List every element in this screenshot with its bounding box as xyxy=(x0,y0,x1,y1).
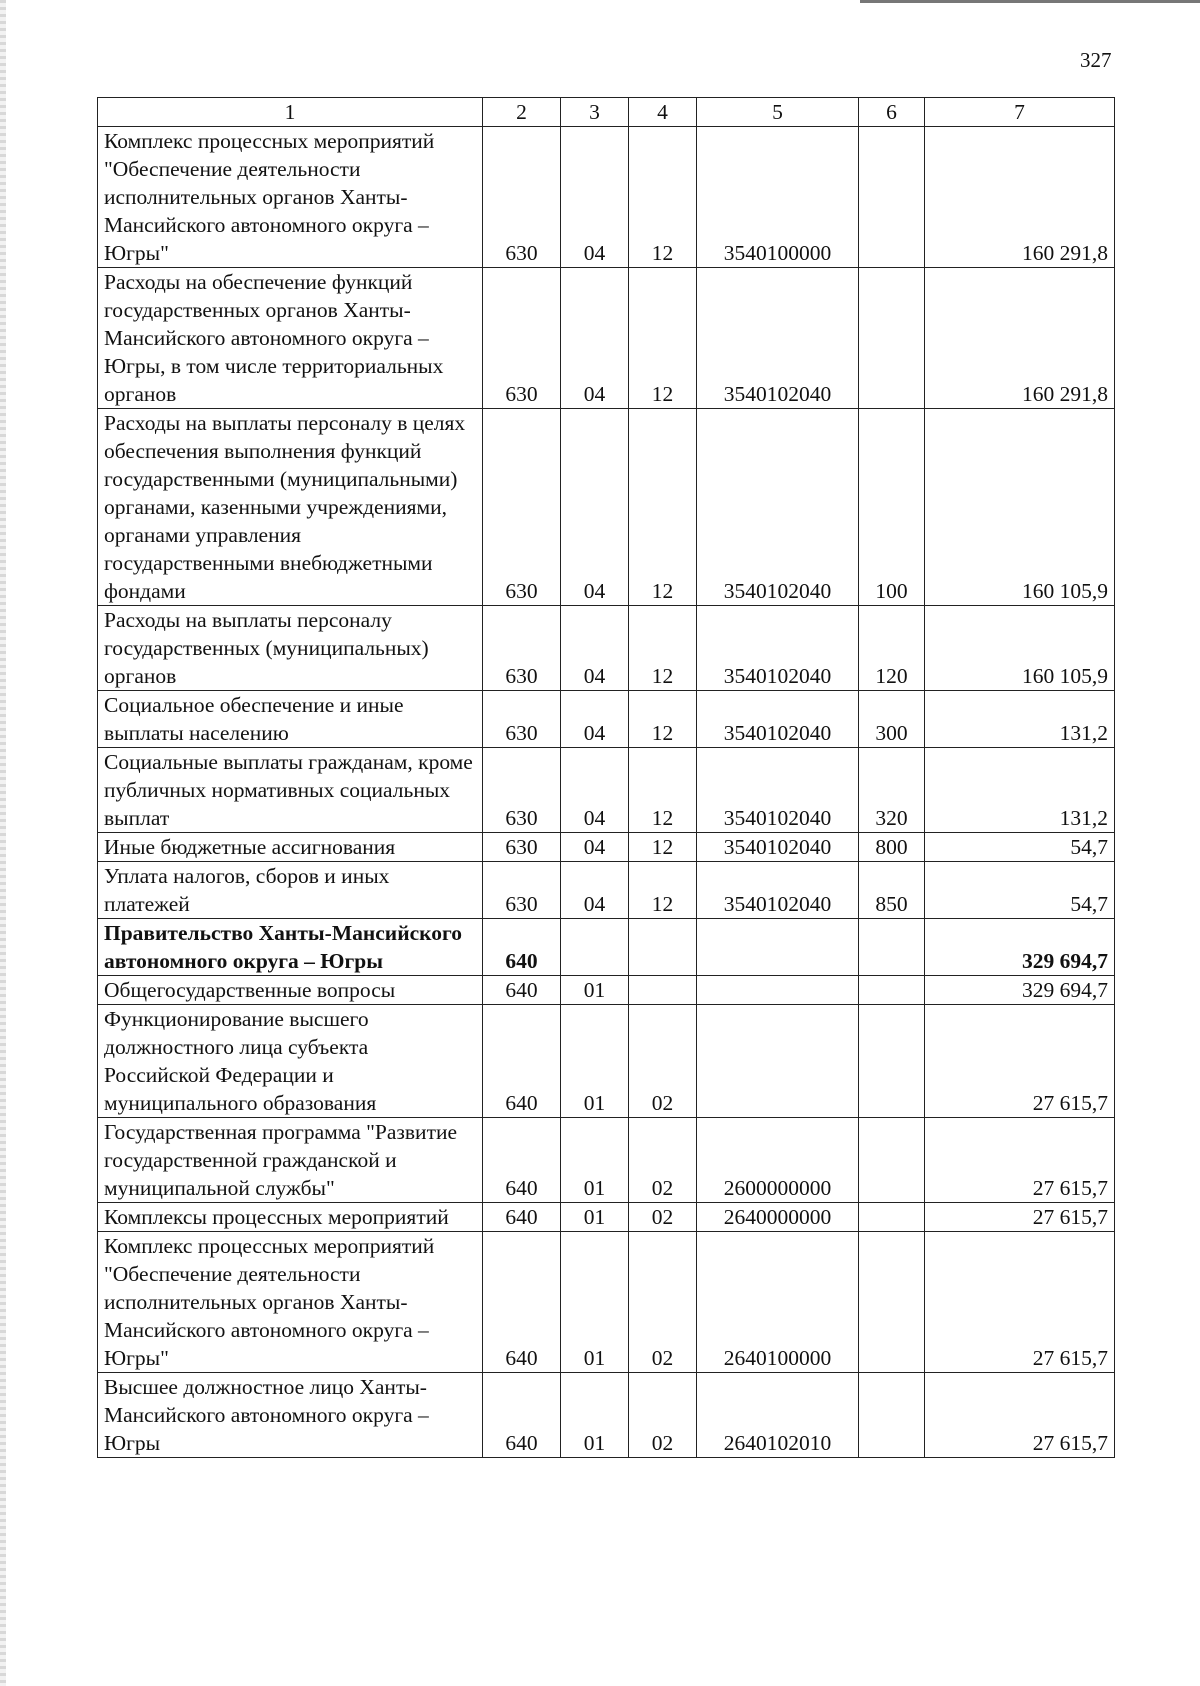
row-code-section: 01 xyxy=(561,1373,629,1458)
row-code-type xyxy=(859,1005,925,1118)
row-code-target: 3540100000 xyxy=(697,127,859,268)
row-amount: 27 615,7 xyxy=(925,1005,1115,1118)
row-name: Расходы на обеспечение функций государственных органов Ханты-Мансийского автономного округа – Югры, в том числе территориальных органов xyxy=(98,268,483,409)
row-code-section: 01 xyxy=(561,1203,629,1232)
table-row xyxy=(98,1118,1115,1203)
row-name: Государственная программа "Развитие государственной гражданской и муниципальной службы" xyxy=(98,1118,483,1203)
row-code-section: 01 xyxy=(561,976,629,1005)
row-code-type: 320 xyxy=(859,748,925,833)
row-code-section xyxy=(561,919,629,976)
row-code-subsection xyxy=(629,919,697,976)
row-code-subsection: 12 xyxy=(629,127,697,268)
row-code-type xyxy=(859,1203,925,1232)
column-header: 6 xyxy=(859,98,925,127)
row-code-admin: 640 xyxy=(483,976,561,1005)
row-amount: 160 291,8 xyxy=(925,268,1115,409)
row-code-target: 3540102040 xyxy=(697,862,859,919)
row-code-admin: 630 xyxy=(483,409,561,606)
row-code-section: 04 xyxy=(561,862,629,919)
row-amount: 27 615,7 xyxy=(925,1373,1115,1458)
row-code-type: 850 xyxy=(859,862,925,919)
row-code-section: 04 xyxy=(561,268,629,409)
row-code-subsection: 12 xyxy=(629,268,697,409)
row-code-subsection: 12 xyxy=(629,606,697,691)
row-code-section: 01 xyxy=(561,1005,629,1118)
row-code-section: 04 xyxy=(561,127,629,268)
row-code-target: 2640100000 xyxy=(697,1232,859,1373)
row-code-type: 100 xyxy=(859,409,925,606)
table-row xyxy=(98,919,1115,976)
row-code-target: 3540102040 xyxy=(697,409,859,606)
column-header: 2 xyxy=(483,98,561,127)
row-code-type xyxy=(859,127,925,268)
row-code-subsection: 02 xyxy=(629,1203,697,1232)
row-name: Иные бюджетные ассигнования xyxy=(98,833,483,862)
table-row xyxy=(98,268,1115,409)
column-header: 3 xyxy=(561,98,629,127)
row-code-type xyxy=(859,919,925,976)
row-code-target: 3540102040 xyxy=(697,748,859,833)
row-name: Правительство Ханты-Мансийского автономного округа – Югры xyxy=(98,919,483,976)
row-code-target xyxy=(697,976,859,1005)
table-row xyxy=(98,127,1115,268)
row-code-admin: 630 xyxy=(483,748,561,833)
row-code-type xyxy=(859,1118,925,1203)
row-amount: 160 105,9 xyxy=(925,606,1115,691)
table-row xyxy=(98,1373,1115,1458)
row-code-admin: 640 xyxy=(483,1005,561,1118)
column-header: 1 xyxy=(98,98,483,127)
row-name: Комплекс процессных мероприятий "Обеспечение деятельности исполнительных органов Ханты-Мансийского автономного округа – Югры" xyxy=(98,1232,483,1373)
row-code-admin: 640 xyxy=(483,1373,561,1458)
row-code-type: 120 xyxy=(859,606,925,691)
row-code-admin: 640 xyxy=(483,1118,561,1203)
row-code-admin: 630 xyxy=(483,268,561,409)
row-code-admin: 640 xyxy=(483,1203,561,1232)
row-name: Расходы на выплаты персоналу в целях обеспечения выполнения функций государственными (муниципальными) органами, казенными учреждениями, органами управления государственными внебюджетными фондами xyxy=(98,409,483,606)
row-code-subsection xyxy=(629,976,697,1005)
row-amount: 329 694,7 xyxy=(925,919,1115,976)
row-amount: 27 615,7 xyxy=(925,1118,1115,1203)
row-name: Высшее должностное лицо Ханты-Мансийского автономного округа – Югры xyxy=(98,1373,483,1458)
row-code-target: 2600000000 xyxy=(697,1118,859,1203)
row-code-target: 3540102040 xyxy=(697,606,859,691)
row-code-admin: 640 xyxy=(483,1232,561,1373)
row-code-admin: 630 xyxy=(483,833,561,862)
row-code-section: 04 xyxy=(561,691,629,748)
row-code-admin: 630 xyxy=(483,127,561,268)
row-code-type: 800 xyxy=(859,833,925,862)
top-rule xyxy=(860,0,1200,3)
row-name: Общегосударственные вопросы xyxy=(98,976,483,1005)
scan-edge xyxy=(0,0,6,1686)
row-code-admin: 630 xyxy=(483,862,561,919)
row-code-target: 3540102040 xyxy=(697,691,859,748)
row-name: Расходы на выплаты персоналу государственных (муниципальных) органов xyxy=(98,606,483,691)
row-amount: 54,7 xyxy=(925,833,1115,862)
row-code-subsection: 12 xyxy=(629,748,697,833)
row-code-type xyxy=(859,1232,925,1373)
row-code-type xyxy=(859,976,925,1005)
row-name: Функционирование высшего должностного лица субъекта Российской Федерации и муниципального образования xyxy=(98,1005,483,1118)
table-row xyxy=(98,606,1115,691)
table-row xyxy=(98,1005,1115,1118)
row-code-subsection: 12 xyxy=(629,833,697,862)
row-amount: 54,7 xyxy=(925,862,1115,919)
table-row xyxy=(98,409,1115,606)
row-amount: 329 694,7 xyxy=(925,976,1115,1005)
table-row xyxy=(98,1203,1115,1232)
row-code-section: 01 xyxy=(561,1232,629,1373)
row-name: Социальное обеспечение и иные выплаты населению xyxy=(98,691,483,748)
column-header: 4 xyxy=(629,98,697,127)
row-amount: 27 615,7 xyxy=(925,1203,1115,1232)
row-code-subsection: 02 xyxy=(629,1232,697,1373)
row-code-admin: 640 xyxy=(483,919,561,976)
table-row xyxy=(98,976,1115,1005)
page-number: 327 xyxy=(1080,48,1112,72)
table-header-row xyxy=(98,98,1115,127)
row-code-target: 2640000000 xyxy=(697,1203,859,1232)
row-code-section: 04 xyxy=(561,748,629,833)
row-code-target xyxy=(697,1005,859,1118)
row-code-target xyxy=(697,919,859,976)
column-header: 5 xyxy=(697,98,859,127)
row-code-subsection: 12 xyxy=(629,862,697,919)
row-code-section: 01 xyxy=(561,1118,629,1203)
row-code-type xyxy=(859,1373,925,1458)
row-code-type xyxy=(859,268,925,409)
row-name: Социальные выплаты гражданам, кроме публичных нормативных социальных выплат xyxy=(98,748,483,833)
table-row xyxy=(98,1232,1115,1373)
row-amount: 160 291,8 xyxy=(925,127,1115,268)
row-code-subsection: 02 xyxy=(629,1005,697,1118)
row-amount: 27 615,7 xyxy=(925,1232,1115,1373)
row-code-section: 04 xyxy=(561,833,629,862)
table-row xyxy=(98,833,1115,862)
row-code-target: 3540102040 xyxy=(697,268,859,409)
table-body xyxy=(98,127,1115,1458)
row-amount: 160 105,9 xyxy=(925,409,1115,606)
row-code-target: 2640102010 xyxy=(697,1373,859,1458)
row-code-type: 300 xyxy=(859,691,925,748)
table-row xyxy=(98,748,1115,833)
row-code-target: 3540102040 xyxy=(697,833,859,862)
row-code-section: 04 xyxy=(561,409,629,606)
row-name: Комплексы процессных мероприятий xyxy=(98,1203,483,1232)
row-code-admin: 630 xyxy=(483,606,561,691)
budget-table xyxy=(97,97,1115,1458)
row-name: Комплекс процессных мероприятий "Обеспечение деятельности исполнительных органов Ханты-Мансийского автономного округа – Югры" xyxy=(98,127,483,268)
row-amount: 131,2 xyxy=(925,691,1115,748)
row-code-section: 04 xyxy=(561,606,629,691)
table-row xyxy=(98,691,1115,748)
column-header: 7 xyxy=(925,98,1115,127)
row-code-admin: 630 xyxy=(483,691,561,748)
table-row xyxy=(98,862,1115,919)
row-code-subsection: 02 xyxy=(629,1373,697,1458)
row-code-subsection: 02 xyxy=(629,1118,697,1203)
row-amount: 131,2 xyxy=(925,748,1115,833)
row-name: Уплата налогов, сборов и иных платежей xyxy=(98,862,483,919)
row-code-subsection: 12 xyxy=(629,409,697,606)
row-code-subsection: 12 xyxy=(629,691,697,748)
